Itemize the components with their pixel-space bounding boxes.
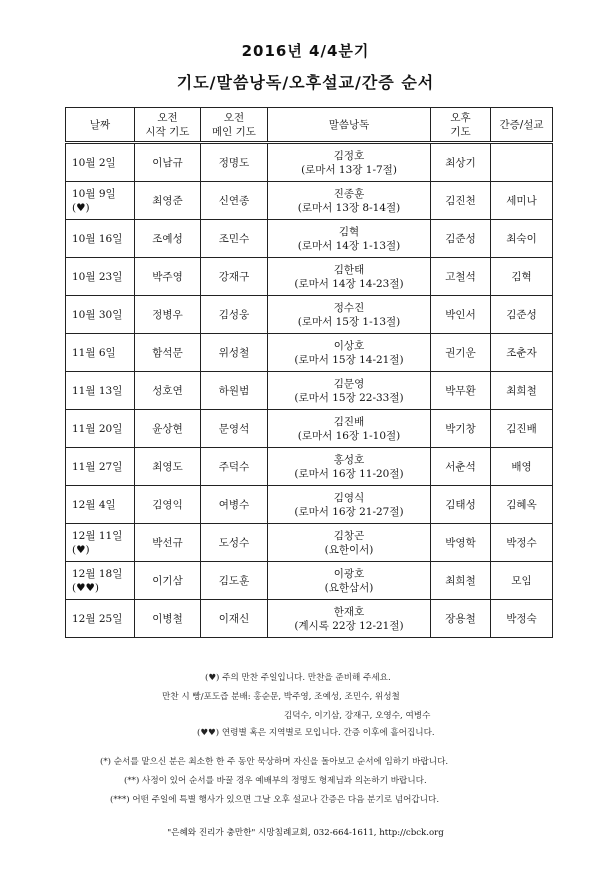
header-reading: 말씀낭독 (268, 108, 431, 143)
header-date: 날짜 (66, 108, 135, 143)
reading-passage: (로마서 15장 22-33절) (294, 391, 404, 404)
cell-opening-prayer (135, 600, 201, 638)
main-prayer-name: 문영석 (218, 422, 250, 435)
afternoon-prayer-name: 장용철 (445, 612, 476, 625)
afternoon-prayer-name: 권기운 (445, 346, 476, 359)
afternoon-prayer-name: 김진천 (445, 194, 476, 207)
cell-reading (268, 143, 431, 182)
cell-afternoon-prayer (431, 448, 491, 486)
main-prayer-name: 여병수 (218, 498, 250, 511)
schedule-table (65, 107, 553, 638)
cell-opening-prayer (135, 410, 201, 448)
header-testimony: 간증/설교 (491, 108, 553, 143)
cell-reading (268, 600, 431, 638)
table-row (66, 220, 553, 258)
cell-testimony (491, 562, 553, 600)
cell-testimony (491, 486, 553, 524)
cell-afternoon-prayer (431, 182, 491, 220)
cell-date (66, 486, 135, 524)
cell-afternoon-prayer (431, 524, 491, 562)
cell-testimony (491, 296, 553, 334)
cell-testimony (491, 334, 553, 372)
testimony-name: 세미나 (506, 194, 537, 207)
cell-reading (268, 448, 431, 486)
reader-name: 김한태 (333, 263, 365, 276)
main-prayer-name: 조민수 (218, 232, 250, 245)
table-row (66, 600, 553, 638)
table-row (66, 143, 553, 182)
afternoon-prayer-name: 고철석 (445, 270, 476, 283)
reader-name: 정수진 (333, 301, 365, 314)
main-prayer-name: 김성웅 (218, 308, 250, 321)
cell-main-prayer (201, 220, 268, 258)
cell-main-prayer (201, 524, 268, 562)
cell-date (66, 600, 135, 638)
cell-main-prayer (201, 334, 268, 372)
reading-passage: (요한이서) (324, 543, 374, 556)
afternoon-prayer-name: 박영학 (445, 536, 476, 549)
afternoon-prayer-name: 박인서 (445, 308, 476, 321)
date-marker: (♥♥) (72, 581, 100, 594)
cell-afternoon-prayer (431, 143, 491, 182)
testimony-name: 배영 (511, 460, 532, 473)
cell-testimony (491, 182, 553, 220)
reading-passage: (요한삼서) (324, 581, 374, 594)
afternoon-prayer-name: 박기창 (445, 422, 476, 435)
cell-afternoon-prayer (431, 220, 491, 258)
main-prayer-name: 위성철 (218, 346, 250, 359)
main-prayer-name: 하원범 (218, 384, 250, 397)
table-row (66, 296, 553, 334)
date-text: 11월 6일 (72, 346, 116, 359)
cell-opening-prayer (135, 524, 201, 562)
cell-opening-prayer (135, 296, 201, 334)
date-marker: (♥) (72, 543, 90, 556)
cell-testimony (491, 258, 553, 296)
cell-opening-prayer (135, 562, 201, 600)
cell-date (66, 143, 135, 182)
cell-testimony (491, 448, 553, 486)
main-prayer-name: 이재신 (218, 612, 250, 625)
afternoon-prayer-name: 서춘석 (445, 460, 476, 473)
document-title-quarter: 2016년 4/4분기 (241, 42, 370, 60)
reading-passage: (로마서 15장 14-21절) (294, 353, 404, 366)
table-row (66, 334, 553, 372)
afternoon-prayer-name: 김태성 (445, 498, 476, 511)
testimony-name: 조춘자 (506, 346, 537, 359)
date-text: 10월 16일 (72, 232, 123, 245)
table-header-row (66, 108, 553, 143)
opening-prayer-name: 함석문 (152, 346, 183, 359)
cell-main-prayer (201, 410, 268, 448)
date-text: 11월 27일 (72, 460, 123, 473)
date-text: 12월 4일 (72, 498, 116, 511)
cell-opening-prayer (135, 220, 201, 258)
table-row (66, 258, 553, 296)
opening-prayer-name: 박선규 (152, 536, 183, 549)
testimony-name: 김혁 (511, 270, 532, 283)
date-text: 12월 18일 (72, 567, 123, 580)
cell-date (66, 220, 135, 258)
date-text: 10월 9일 (72, 187, 116, 200)
cell-main-prayer (201, 258, 268, 296)
reading-passage: (로마서 13장 8-14절) (297, 201, 401, 214)
header-main-prayer-line2: 메인 기도 (212, 125, 256, 138)
testimony-name: 김진배 (506, 422, 537, 435)
cell-opening-prayer (135, 334, 201, 372)
cell-afternoon-prayer (431, 372, 491, 410)
cell-main-prayer (201, 562, 268, 600)
main-prayer-name: 도성수 (218, 536, 250, 549)
table-row (66, 182, 553, 220)
opening-prayer-name: 윤상현 (152, 422, 183, 435)
opening-prayer-name: 최영도 (152, 460, 183, 473)
main-prayer-name: 강재구 (218, 270, 250, 283)
afternoon-prayer-name: 최상기 (445, 156, 476, 169)
testimony-name: 김혜옥 (506, 498, 537, 511)
cell-reading (268, 258, 431, 296)
cell-reading (268, 296, 431, 334)
cell-afternoon-prayer (431, 334, 491, 372)
note-group-meeting: (♥♥) 연령별 혹은 지역별로 모입니다. 간증 이후에 흩어집니다. (197, 728, 435, 738)
cell-afternoon-prayer (431, 486, 491, 524)
cell-main-prayer (201, 143, 268, 182)
table-row (66, 486, 553, 524)
cell-date (66, 448, 135, 486)
main-prayer-name: 김도훈 (218, 574, 250, 587)
reading-passage: (로마서 16장 1-10절) (297, 429, 401, 442)
note-asterisk-2: (**) 사정이 있어 순서를 바꿀 경우 예배부의 정명도 형제님과 의논하기 바랍니다. (124, 776, 427, 786)
note-distribution: 만찬 시 빵/포도즙 분배: 홍순문, 박주영, 조예성, 조민수, 위성철 (162, 692, 400, 702)
cell-opening-prayer (135, 486, 201, 524)
cell-afternoon-prayer (431, 410, 491, 448)
reader-name: 이광호 (333, 567, 365, 580)
cell-testimony (491, 220, 553, 258)
reading-passage: (로마서 13장 1-7절) (301, 163, 397, 176)
opening-prayer-name: 박주영 (152, 270, 183, 283)
cell-opening-prayer (135, 182, 201, 220)
reader-name: 김진배 (333, 415, 365, 428)
main-prayer-name: 신연종 (218, 194, 250, 207)
date-text: 12월 25일 (72, 612, 123, 625)
table-row (66, 372, 553, 410)
date-text: 11월 13일 (72, 384, 123, 397)
afternoon-prayer-name: 박무환 (445, 384, 476, 397)
header-main-prayer (201, 108, 268, 143)
header-opening-prayer (135, 108, 201, 143)
date-text: 12월 11일 (72, 529, 123, 542)
note-distribution-cont: 김덕수, 이기삼, 강재구, 오영수, 여병수 (284, 711, 431, 721)
cell-afternoon-prayer (431, 562, 491, 600)
opening-prayer-name: 이병철 (152, 612, 183, 625)
reading-passage: (계시록 22장 12-21절) (294, 619, 404, 632)
cell-opening-prayer (135, 448, 201, 486)
cell-date (66, 334, 135, 372)
reader-name: 김영식 (333, 491, 365, 504)
reader-name: 한재호 (333, 605, 365, 618)
testimony-name: 박정수 (506, 536, 537, 549)
reading-passage: (로마서 14장 1-13절) (297, 239, 401, 252)
cell-testimony (491, 143, 553, 182)
document-title-schedule: 기도/말씀낭독/오후설교/간증 순서 (176, 73, 435, 92)
table-row (66, 562, 553, 600)
cell-date (66, 182, 135, 220)
opening-prayer-name: 최영준 (152, 194, 183, 207)
header-afternoon-prayer-line1: 오후 (450, 111, 471, 124)
cell-reading (268, 220, 431, 258)
cell-main-prayer (201, 448, 268, 486)
cell-date (66, 372, 135, 410)
table-row (66, 448, 553, 486)
header-afternoon-prayer (431, 108, 491, 143)
reading-passage: (로마서 14장 14-23절) (294, 277, 404, 290)
footer-church-info: "은혜와 진리가 충만한" 시망침례교회, 032-664-1611, http://cbck.org (167, 828, 444, 838)
cell-reading (268, 410, 431, 448)
reader-name: 김혁 (338, 225, 360, 238)
reading-passage: (로마서 16장 11-20절) (294, 467, 404, 480)
table-row (66, 410, 553, 448)
testimony-name: 모임 (511, 574, 532, 587)
cell-date (66, 524, 135, 562)
cell-main-prayer (201, 296, 268, 334)
cell-testimony (491, 600, 553, 638)
date-text: 10월 30일 (72, 308, 123, 321)
cell-reading (268, 372, 431, 410)
note-asterisk-1: (*) 순서를 맡으신 분은 최소한 한 주 동안 묵상하며 자신을 돌아보고 순서에 임하기 바랍니다. (100, 757, 449, 767)
header-main-prayer-line1: 오전 (223, 111, 245, 124)
date-marker: (♥) (72, 201, 90, 214)
date-text: 10월 2일 (72, 156, 116, 169)
cell-afternoon-prayer (431, 258, 491, 296)
note-asterisk-3: (***) 어떤 주일에 특별 행사가 있으면 그날 오후 설교나 간증은 다음 분기로 넘어갑니다. (110, 795, 440, 805)
afternoon-prayer-name: 김준성 (445, 232, 476, 245)
opening-prayer-name: 김영익 (152, 498, 183, 511)
opening-prayer-name: 이기삼 (152, 574, 183, 587)
testimony-name: 최희철 (506, 384, 537, 397)
cell-opening-prayer (135, 258, 201, 296)
cell-main-prayer (201, 372, 268, 410)
testimony-name: 최숙이 (506, 232, 537, 245)
cell-main-prayer (201, 600, 268, 638)
cell-testimony (491, 524, 553, 562)
header-opening-prayer-line2: 시작 기도 (145, 125, 190, 138)
cell-opening-prayer (135, 143, 201, 182)
cell-reading (268, 524, 431, 562)
reader-name: 홍성호 (333, 453, 365, 466)
cell-date (66, 410, 135, 448)
header-afternoon-prayer-line2: 기도 (450, 125, 471, 138)
cell-date (66, 296, 135, 334)
cell-reading (268, 486, 431, 524)
date-text: 10월 23일 (72, 270, 123, 283)
cell-reading (268, 562, 431, 600)
note-lords-supper: (♥) 주의 만찬 주일입니다. 만찬을 준비해 주세요. (205, 673, 391, 683)
testimony-name: 박정숙 (506, 612, 537, 625)
reader-name: 김문영 (333, 377, 365, 390)
cell-main-prayer (201, 182, 268, 220)
cell-date (66, 258, 135, 296)
afternoon-prayer-name: 최희철 (445, 574, 476, 587)
cell-main-prayer (201, 486, 268, 524)
main-prayer-name: 주덕수 (218, 460, 250, 473)
header-opening-prayer-line1: 오전 (157, 111, 178, 124)
opening-prayer-name: 성호연 (152, 384, 183, 397)
opening-prayer-name: 정병우 (152, 308, 183, 321)
cell-afternoon-prayer (431, 296, 491, 334)
reader-name: 진종훈 (333, 187, 365, 200)
opening-prayer-name: 이남규 (152, 156, 183, 169)
cell-reading (268, 182, 431, 220)
cell-testimony (491, 372, 553, 410)
opening-prayer-name: 조예성 (152, 232, 183, 245)
reader-name: 김정호 (333, 149, 365, 162)
cell-afternoon-prayer (431, 600, 491, 638)
reader-name: 이상호 (333, 339, 365, 352)
reading-passage: (로마서 16장 21-27절) (294, 505, 404, 518)
cell-testimony (491, 410, 553, 448)
reader-name: 김창곤 (333, 529, 365, 542)
reading-passage: (로마서 15장 1-13절) (297, 315, 401, 328)
cell-reading (268, 334, 431, 372)
cell-date (66, 562, 135, 600)
testimony-name: 김준성 (506, 308, 537, 321)
cell-opening-prayer (135, 372, 201, 410)
main-prayer-name: 정명도 (218, 156, 250, 169)
table-row (66, 524, 553, 562)
date-text: 11월 20일 (72, 422, 123, 435)
